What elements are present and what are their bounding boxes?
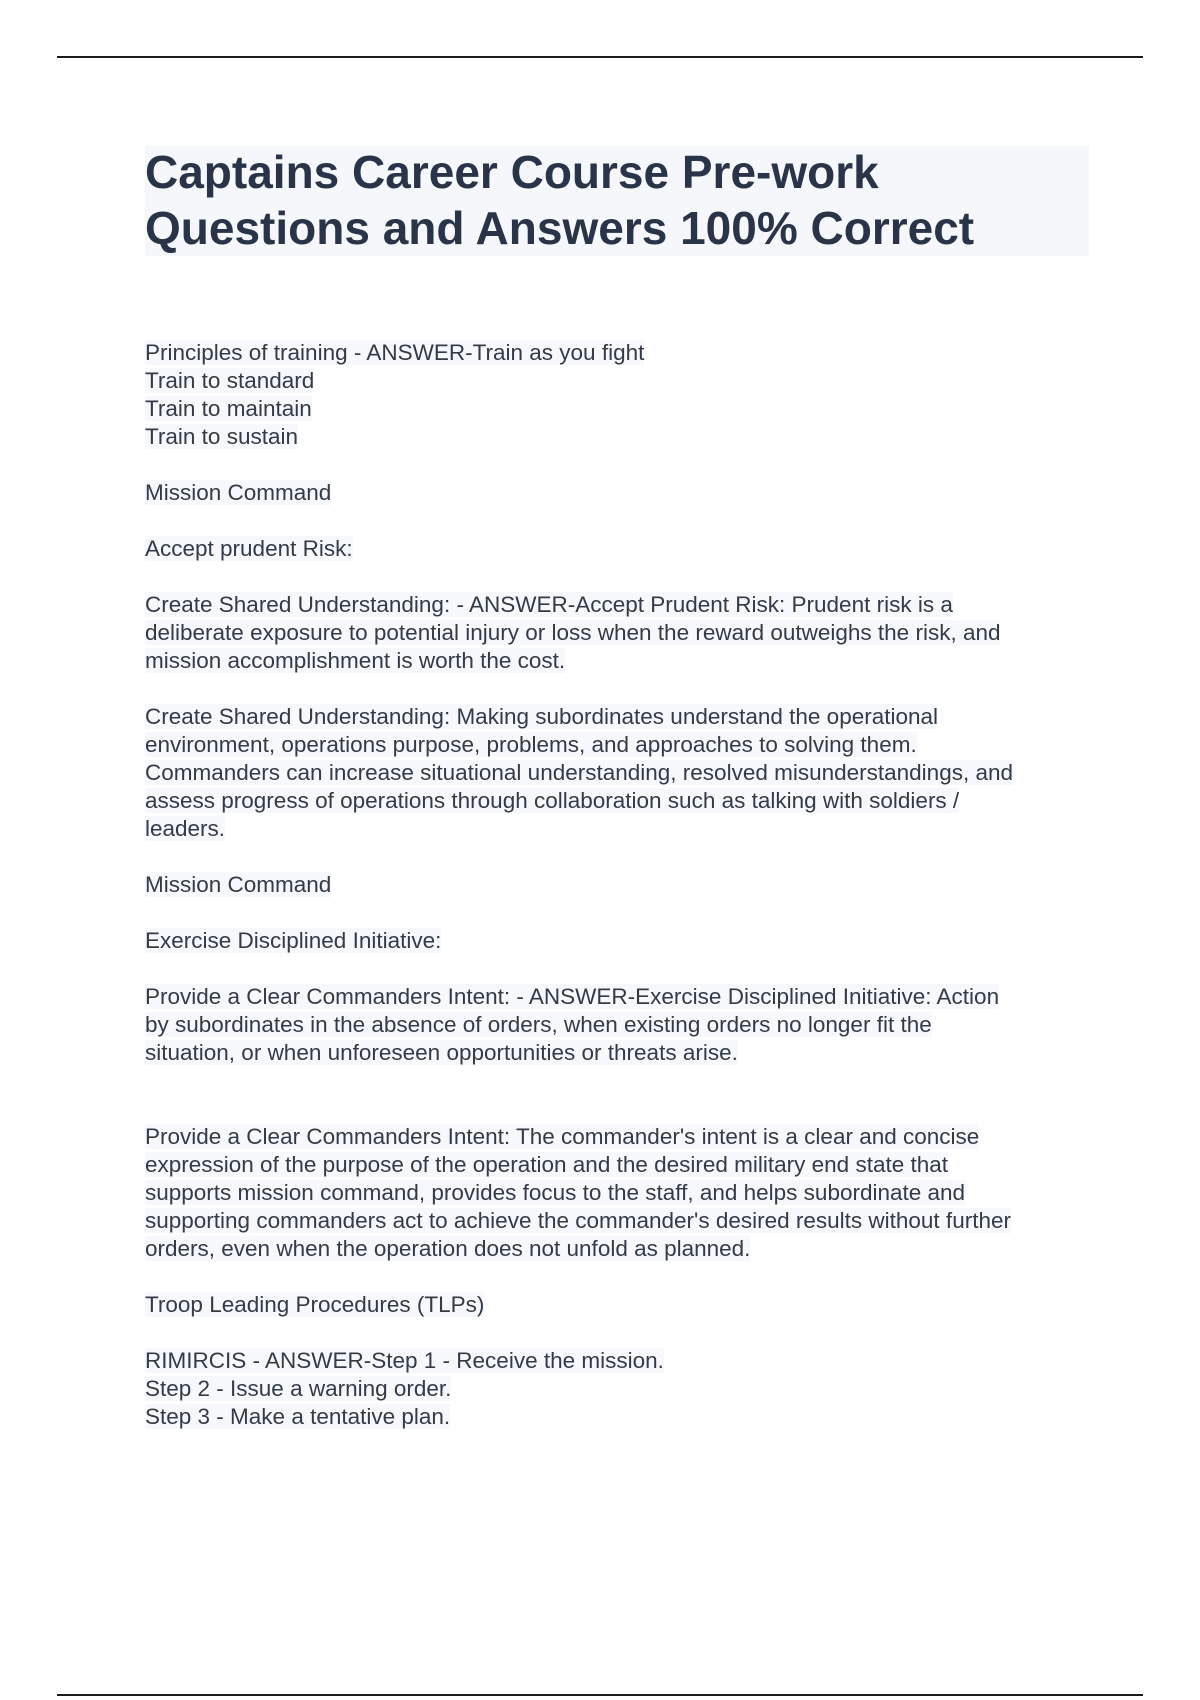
text-line: supporting commanders act to achieve the commander's desired results without further: [145, 1208, 1011, 1233]
text-line: RIMIRCIS - ANSWER-Step 1 - Receive the mission.: [145, 1348, 664, 1373]
answer-create-shared-understanding: [145, 703, 1085, 843]
text-line: Exercise Disciplined Initiative:: [145, 928, 442, 953]
answer-rimircis: [145, 1347, 1085, 1431]
spacer: [145, 1095, 1085, 1123]
answer-exercise-disciplined-initiative: [145, 983, 1085, 1067]
top-rule: [57, 56, 1143, 58]
answer-clear-commanders-intent: [145, 1123, 1085, 1263]
text-line: Provide a Clear Commanders Intent: The commander's intent is a clear and concise: [145, 1124, 980, 1149]
text-line: Principles of training - ANSWER-Train as you fight: [145, 340, 645, 365]
text-line: leaders.: [145, 816, 226, 841]
text-line: Step 2 - Issue a warning order.: [145, 1376, 452, 1401]
text-line: Mission Command: [145, 480, 332, 505]
text-line: Create Shared Understanding: Making subordinates understand the operational: [145, 704, 939, 729]
text-line: assess progress of operations through collaboration such as talking with soldiers /: [145, 788, 960, 813]
text-line: Train to standard: [145, 368, 315, 393]
text-line: Commanders can increase situational understanding, resolved misunderstandings, and: [145, 760, 1013, 785]
text-line: Accept prudent Risk:: [145, 536, 353, 561]
text-line: orders, even when the operation does not unfold as planned.: [145, 1236, 751, 1261]
title-line-2: Questions and Answers 100% Correct: [145, 202, 975, 254]
text-line: expression of the purpose of the operation and the desired military end state that: [145, 1152, 949, 1177]
text-line: Create Shared Understanding: - ANSWER-Accept Prudent Risk: Prudent risk is a: [145, 592, 953, 617]
text-line: deliberate exposure to potential injury or loss when the reward outweighs the risk, and: [145, 620, 1001, 645]
title-line-1: Captains Career Course Pre-work: [145, 146, 879, 198]
text-line: Train to sustain: [145, 424, 298, 449]
text-line: Train to maintain: [145, 396, 312, 421]
question-exercise-disciplined-initiative: [145, 927, 1085, 955]
section-heading-tlps: [145, 1291, 1085, 1319]
question-accept-prudent-risk: [145, 535, 1085, 563]
text-line: Provide a Clear Commanders Intent: - ANSWER-Exercise Disciplined Initiative: Action: [145, 984, 1000, 1009]
answer-accept-prudent-risk: [145, 591, 1085, 675]
text-line: Mission Command: [145, 872, 332, 897]
text-line: mission accomplishment is worth the cost.: [145, 648, 566, 673]
section-heading-mission-command-2: [145, 871, 1085, 899]
section-heading-mission-command: [145, 479, 1085, 507]
bottom-rule: [57, 1694, 1143, 1696]
text-line: supports mission command, provides focus to the staff, and helps subordinate and: [145, 1180, 966, 1205]
text-line: Troop Leading Procedures (TLPs): [145, 1292, 485, 1317]
text-line: situation, or when unforeseen opportunities or threats arise.: [145, 1040, 738, 1065]
text-line: by subordinates in the absence of orders, when existing orders no longer fit the: [145, 1012, 932, 1037]
qa-principles-of-training: [145, 339, 1085, 451]
text-line: Step 3 - Make a tentative plan.: [145, 1404, 451, 1429]
document-body: [145, 339, 1085, 1459]
text-line: environment, operations purpose, problems, and approaches to solving them.: [145, 732, 917, 757]
document-title: [145, 144, 1089, 256]
